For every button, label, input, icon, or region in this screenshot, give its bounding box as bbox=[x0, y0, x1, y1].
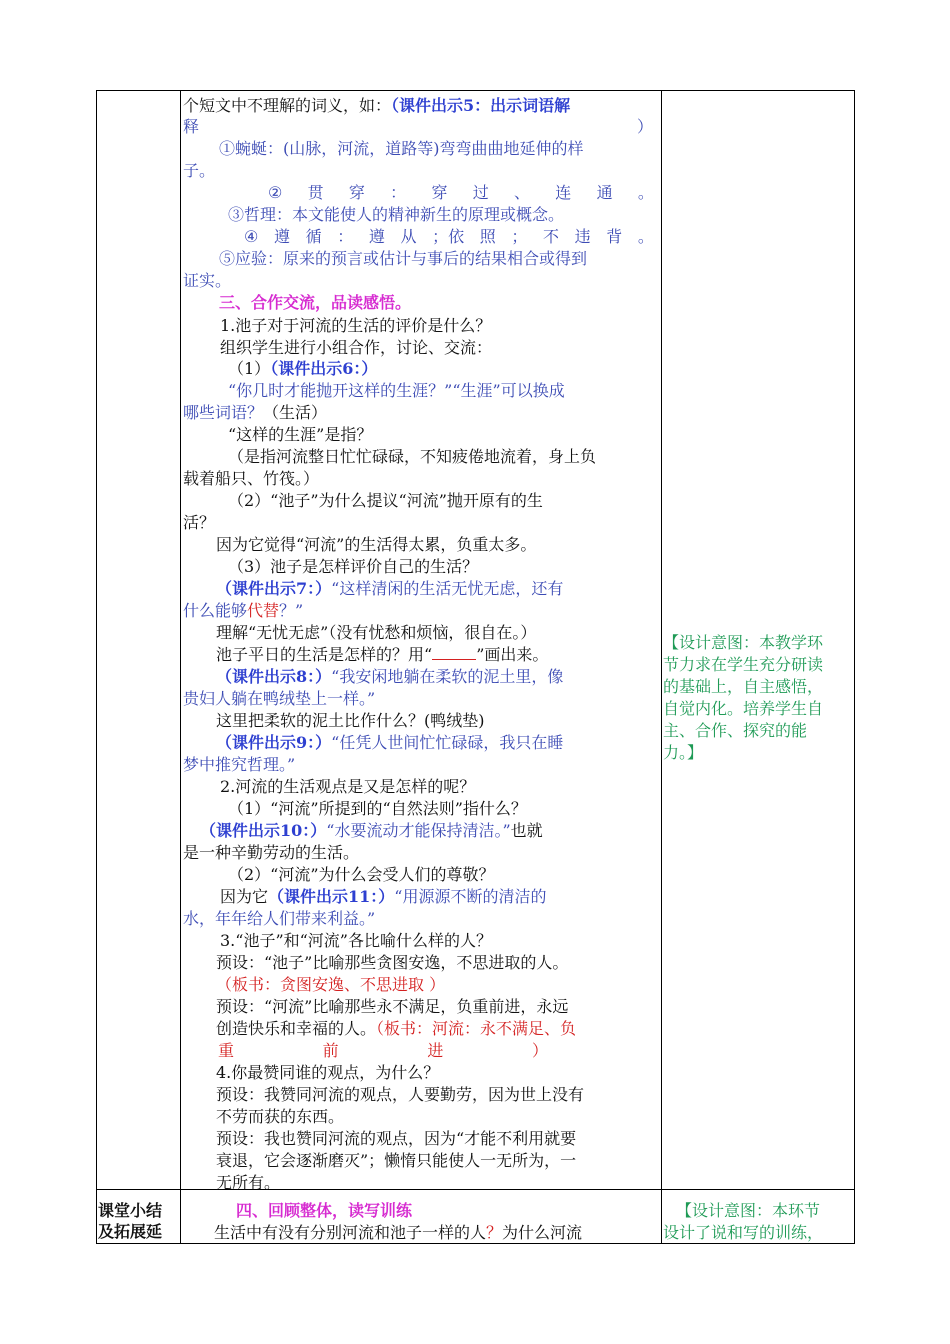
text-line: 池子平日的生活是怎样的？用“ ”画出来。 bbox=[216, 645, 549, 664]
section-heading: 四、回顾整体，读写训练 bbox=[236, 1201, 413, 1220]
text-line: （课件出示7：）“这样清闲的生活无忧无虑，还有 bbox=[216, 579, 564, 598]
column-divider-right bbox=[661, 91, 662, 1243]
definition-line-4: ④ 遵 循 ： 遵 从 ；依 照 ； 不 违 背 。 bbox=[244, 227, 654, 246]
text-line: 3.“池子”和“河流”各比喻什么样的人？ bbox=[220, 931, 492, 950]
text-line: （2）“池子”为什么提议“河流”抛开原有的生 bbox=[228, 491, 543, 510]
text-line: （课件出示8：）“我安闲地躺在柔软的泥土里，像 bbox=[216, 667, 564, 686]
design-note-line: 的基础上，自主感悟， bbox=[663, 677, 824, 696]
text-line: （课件出示10：）“水要流动才能保持清洁。”也就 bbox=[200, 821, 543, 840]
text-line: 个短文中不理解的词义，如：（课件出示5：出示词语解 bbox=[183, 96, 571, 115]
section-heading: 三、合作交流，品读感悟。 bbox=[219, 293, 412, 312]
text-line: 是一种辛勤劳动的生活。 bbox=[183, 843, 360, 862]
text-line: 1.池子对于河流的生活的评价是什么？ bbox=[220, 316, 492, 335]
text-line: 预设：“池子”比喻那些贪图安逸，不思进取的人。 bbox=[216, 953, 569, 972]
design-note-line: 主、合作、探究的能 bbox=[663, 721, 808, 740]
design-note-line: 自觉内化。培养学生自 bbox=[663, 699, 824, 718]
text-line: 因为它（课件出示11：）“用源源不断的清洁的 bbox=[220, 887, 547, 906]
row-divider bbox=[97, 1189, 854, 1190]
underline-blank bbox=[432, 645, 476, 660]
text-line: （课件出示9：）“任凭人世间忙忙碌碌，我只在睡 bbox=[216, 733, 564, 752]
text-line: 贵妇人躺在鸭绒垫上一样。” bbox=[183, 689, 376, 708]
column-divider-left bbox=[180, 91, 181, 1243]
text-line: 这里把柔软的泥土比作什么？(鸭绒垫) bbox=[216, 711, 485, 730]
text-line: （1）“河流”所提到的“自然法则”指什么？ bbox=[228, 799, 527, 818]
text-line: 预设：我赞同河流的观点，人要勤劳，因为世上没有 bbox=[216, 1085, 585, 1104]
text-line: “你几时才能抛开这样的生涯？”“生涯”可以换成 bbox=[228, 381, 565, 400]
text-line: （3）池子是怎样评价自己的生活？ bbox=[228, 557, 479, 576]
text-line: 组织学生进行小组合作，讨论、交流： bbox=[220, 338, 493, 357]
text-line: （2）“河流”为什么会受人们的尊敬？ bbox=[228, 865, 495, 884]
row-header-line2: 及拓展延 bbox=[98, 1222, 163, 1241]
text-line: ③哲理：本文能使人的精神新生的原理或概念。 bbox=[228, 205, 565, 224]
text-line: 无所有。 bbox=[216, 1173, 281, 1192]
text-line: ⑤应验：原来的预言或估计与事后的结果相合或得到 bbox=[219, 249, 588, 268]
text-line: 载着船只、竹筏。） bbox=[183, 469, 320, 488]
row-header-line1: 课堂小结 bbox=[98, 1201, 163, 1220]
design-note-line: 【设计意图：本环节 bbox=[676, 1201, 821, 1220]
text-line: 预设：“河流”比喻那些永不满足，负重前进，永远 bbox=[216, 997, 569, 1016]
text-line: ①蜿蜒：(山脉，河流，道路等)弯弯曲曲地延伸的样 bbox=[219, 139, 584, 158]
text-line: 创造快乐和幸福的人。（板书：河流：永不满足、负 bbox=[216, 1019, 577, 1038]
design-note-line: 设计了说和写的训练， bbox=[663, 1223, 824, 1242]
text-line: 理解“无忧无虑”（没有忧愁和烦恼，很自在。） bbox=[216, 623, 537, 642]
text-line: 什么能够代替？” bbox=[183, 601, 304, 620]
text-line: 哪些词语？（生活） bbox=[183, 403, 328, 422]
design-note-line: 力。】 bbox=[663, 743, 704, 762]
text-line: 活？ bbox=[183, 513, 216, 532]
text-line: （是指河流整日忙忙碌碌，不知疲倦地流着，身上负 bbox=[228, 447, 597, 466]
board-note: （板书：贪图安逸、不思进取 ） bbox=[216, 975, 446, 994]
text-line: 水，年年给人们带来利益。” bbox=[183, 909, 376, 928]
text-line: 因为它觉得“河流”的生活得太累，负重太多。 bbox=[216, 535, 537, 554]
text-line: （1）（课件出示6：） bbox=[228, 359, 378, 378]
text-line: 梦中推究哲理。” bbox=[183, 755, 296, 774]
text-line: 生活中有没有分别河流和池子一样的人？为什么河流 bbox=[214, 1223, 583, 1242]
text-line: 不劳而获的东西。 bbox=[216, 1107, 345, 1126]
text-line: 4.你最赞同谁的观点，为什么？ bbox=[216, 1063, 440, 1082]
text-line: 子。 bbox=[183, 161, 216, 180]
text-line: 2.河流的生活观点是又是怎样的呢？ bbox=[220, 777, 476, 796]
definition-line-2: ② 贯 穿 ： 穿 过 、 连 通 。 bbox=[268, 183, 654, 202]
text-line: “这样的生涯”是指？ bbox=[228, 425, 373, 444]
board-note-cont: 重 前 进 ） bbox=[218, 1041, 548, 1060]
design-note-line: 节力求在学生充分研读 bbox=[663, 655, 824, 674]
text-line: 释 ） bbox=[183, 117, 653, 136]
text-line: 衰退，它会逐渐磨灭”；懒惰只能使人一无所为，一 bbox=[216, 1151, 577, 1170]
text-line: 预设：我也赞同河流的观点，因为“才能不利用就要 bbox=[216, 1129, 577, 1148]
design-note-line: 【设计意图：本教学环 bbox=[663, 633, 824, 652]
text-line: 证实。 bbox=[183, 271, 232, 290]
